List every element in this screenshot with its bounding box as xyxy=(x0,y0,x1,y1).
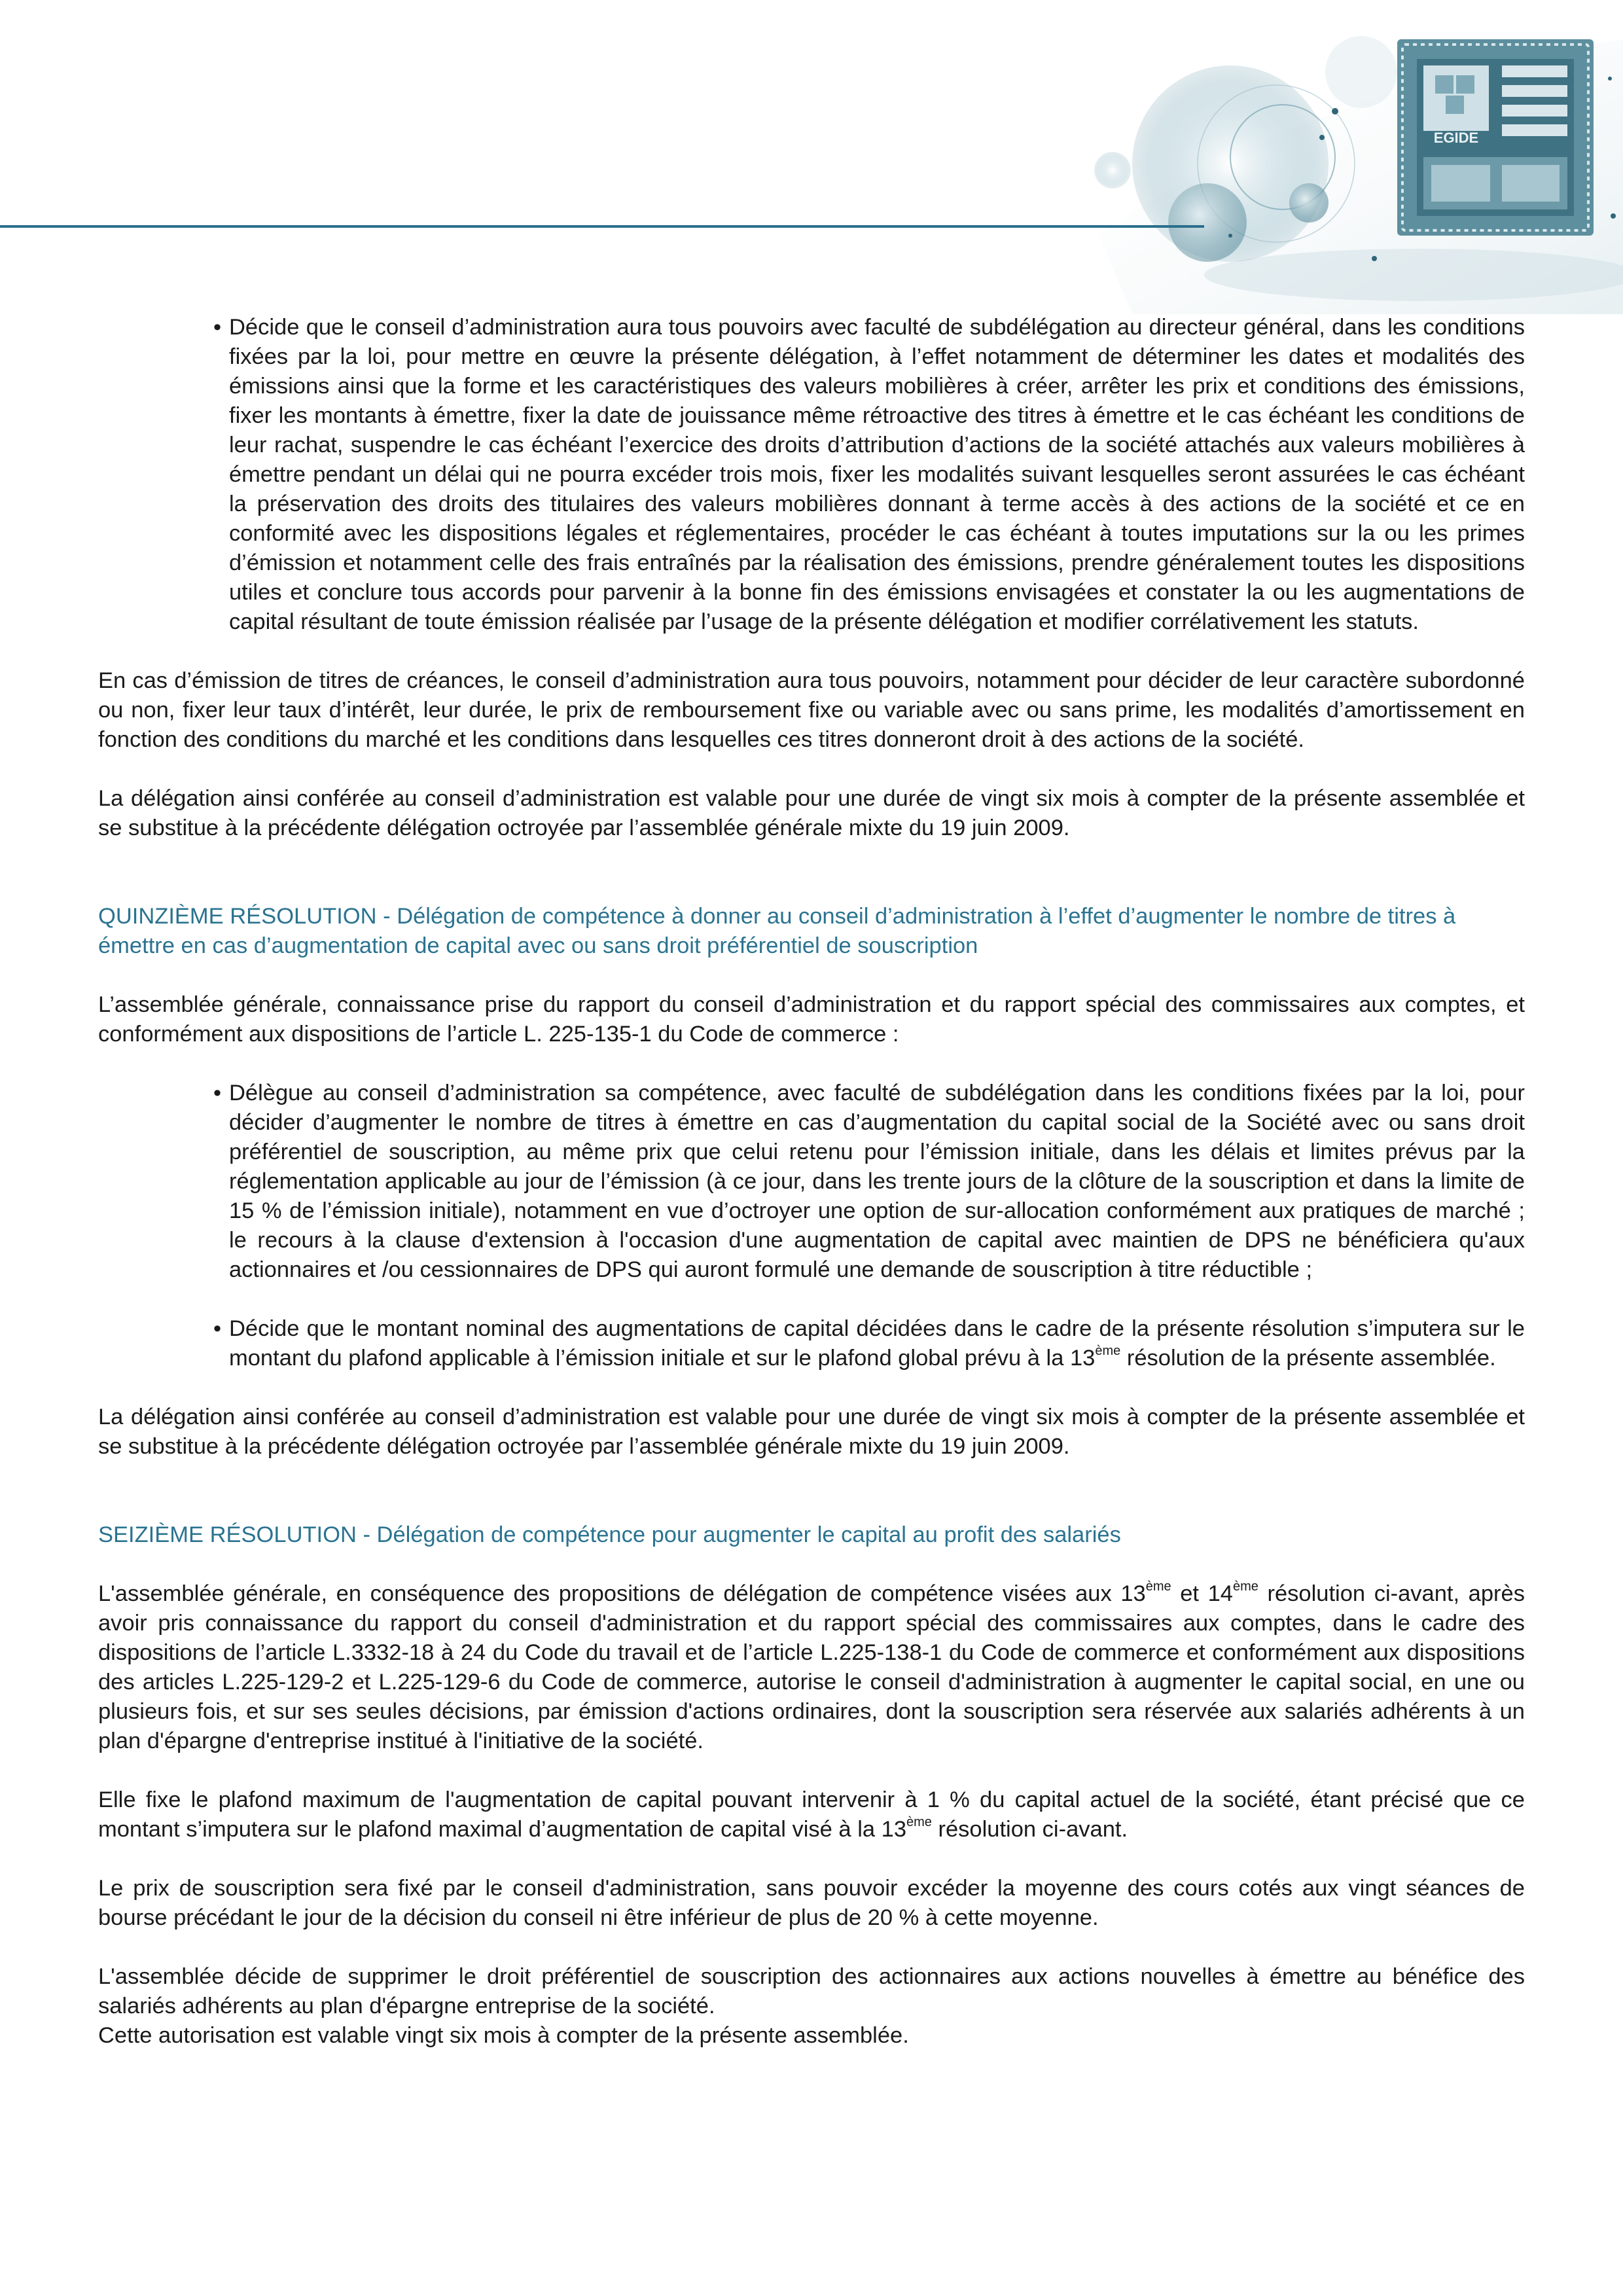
bullet-icon: • xyxy=(213,1081,222,1105)
header-decoration xyxy=(1034,0,1623,314)
document-body xyxy=(98,313,1525,2051)
bullet-icon: • xyxy=(213,1316,222,1341)
bullet-icon: • xyxy=(213,315,222,340)
paragraph: La délégation ainsi conférée au conseil d’administration est valable pour une durée de vingt six mois à compter de la présente assemblée et se substitue à la précédente délégation octroyée par l’assemblée générale mixte du 19 juin 2009. xyxy=(98,786,1525,840)
paragraph: Cette autorisation est valable vingt six mois à compter de la présente assemblée. xyxy=(98,2023,909,2048)
paragraph: Elle fixe le plafond maximum de l'augmentation de capital pouvant intervenir à 1 % du capital actuel de la société, étant précisé que ce montant s’imputera sur le plafond maximal d’augmentation de capital visé à la 13ème résolution ci-avant. xyxy=(98,1787,1525,1842)
list-item: • Décide que le conseil d’administration aura tous pouvoirs avec faculté de subdélégation au directeur général, dans les conditions fixées par la loi, pour mettre en œuvre la présente délégation, à l’effet notamment de déterminer les dates et modalités des émissions ainsi que la forme et les caractéristiques des valeurs mobilières à créer, arrêter les prix et conditions des émissions, fixer les montants à émettre, fixer la date de jouissance même rétroactive des titres à émettre et le cas échéant les conditions de leur rachat, suspendre le cas échéant l’exercice des droits d’attribution d’actions de la société attachés aux valeurs mobilières à émettre pendant un délai qui ne pourra excéder trois mois, fixer les modalités suivant lesquelles seront assurées le cas échéant la préservation des droits des titulaires des valeurs mobilières donnant à terme accès à des actions de la société et ce en conformité avec les dispositions légales et réglementaires, procéder le cas échéant à toutes imputations sur la ou les primes d’émission et notamment celle des frais entraînés par la réalisation des émissions, prendre généralement toutes les dispositions utiles et conclure tous accords pour parvenir à la bonne fin des émissions envisagées et constater la ou les augmentations de capital résultant de toute émission réalisée par l’usage de la présente délégation et modifier corrélativement les statuts. xyxy=(98,313,1525,637)
bubble xyxy=(1289,183,1329,223)
header-rule xyxy=(0,225,1204,228)
list-item: • Délègue au conseil d’administration sa compétence, avec faculté de subdélégation dans les conditions fixées par la loi, pour décider d’augmenter le nombre de titres à émettre en cas d’augmentation du capital social de la Société avec ou sans droit préférentiel de souscription, au même prix que celui retenu pour l’émission initiale, dans les délais et limites prévus par la réglementation applicable au jour de l’émission (à ce jour, dans les trente jours de la clôture de la souscription et dans la limite de 15 % de l’émission initiale), notamment en vue d’octroyer une option de sur-allocation conformément aux pratiques de marché ; le recours à la clause d'extension à l'occasion d'une augmentation de capital avec maintien de DPS ne bénéficiera qu'aux actionnaires et /ou cessionnaires de DPS qui auront formulé une demande de souscription à titre réductible ; xyxy=(98,1079,1525,1285)
paragraph: L’assemblée générale, connaissance prise du rapport du conseil d’administration et du rapport spécial des commissaires aux comptes, et conformément aux dispositions de l’article L. 225-135-1 du Code de commerce : xyxy=(98,992,1525,1047)
paragraph: L'assemblée décide de supprimer le droit préférentiel de souscription des actionnaires aux actions nouvelles à émettre au bénéfice des salariés adhérents au plan d'épargne entreprise de la société. xyxy=(98,1964,1525,2018)
paragraph: L'assemblée générale, en conséquence des propositions de délégation de compétence visées aux 13ème et 14ème résolution ci-avant, après avoir pris connaissance du rapport du conseil d'administration et du rapport spécial des commissaires aux comptes, dans le cadre des dispositions de l’article L.3332-18 à 24 du Code du travail et de l’article L.225-138-1 du Code de commerce et conformément aux dispositions des articles L.225-129-2 et L.225-129-6 du Code de commerce, autorise le conseil d'administration à augmenter le capital social, en une ou plusieurs fois, et sur ses seules décisions, par émission d'actions ordinaires, dont la souscription sera réservée aux salariés adhérents à un plan d'épargne d'entreprise institué à l'initiative de la société. xyxy=(98,1579,1525,1753)
section-heading: SEIZIÈME RÉSOLUTION - Délégation de compétence pour augmenter le capital au profit des salariés xyxy=(98,1522,1121,1547)
paragraph: En cas d’émission de titres de créances, le conseil d’administration aura tous pouvoirs, notamment pour décider de leur caractère subordonné ou non, fixer leur taux d’intérêt, leur durée, le prix de remboursement fixe ou variable avec ou sans prime, les modalités d’amortissement en fonction des conditions du marché et les conditions dans lesquelles ces titres donneront droit à des actions de la société. xyxy=(98,668,1525,752)
paragraph: La délégation ainsi conférée au conseil d’administration est valable pour une durée de vingt six mois à compter de la présente assemblée et se substitue à la précédente délégation octroyée par l’assemblée générale mixte du 19 juin 2009. xyxy=(98,1405,1525,1459)
chip-icon xyxy=(1397,39,1594,236)
bubble xyxy=(1168,183,1247,262)
section-heading: QUINZIÈME RÉSOLUTION - Délégation de compétence à donner au conseil d’administration à l’effet d’augmenter le nombre de titres à émettre en cas d’augmentation de capital avec ou sans droit préférentiel de souscription xyxy=(98,904,1456,958)
svg-text:EGIDE: EGIDE xyxy=(1433,130,1479,146)
bubble xyxy=(1094,152,1131,188)
paragraph: Le prix de souscription sera fixé par le conseil d'administration, sans pouvoir excéder la moyenne des cours cotés aux vingt séances de bourse précédant le jour de la décision du conseil ni être inférieur de plus de 20 % à cette moyenne. xyxy=(98,1876,1525,1930)
list-item: • Décide que le montant nominal des augmentations de capital décidées dans le cadre de la présente résolution s’imputera sur le montant du plafond applicable à l’émission initiale et sur le plafond global prévu à la 13ème résolution de la présente assemblée. xyxy=(98,1314,1525,1373)
